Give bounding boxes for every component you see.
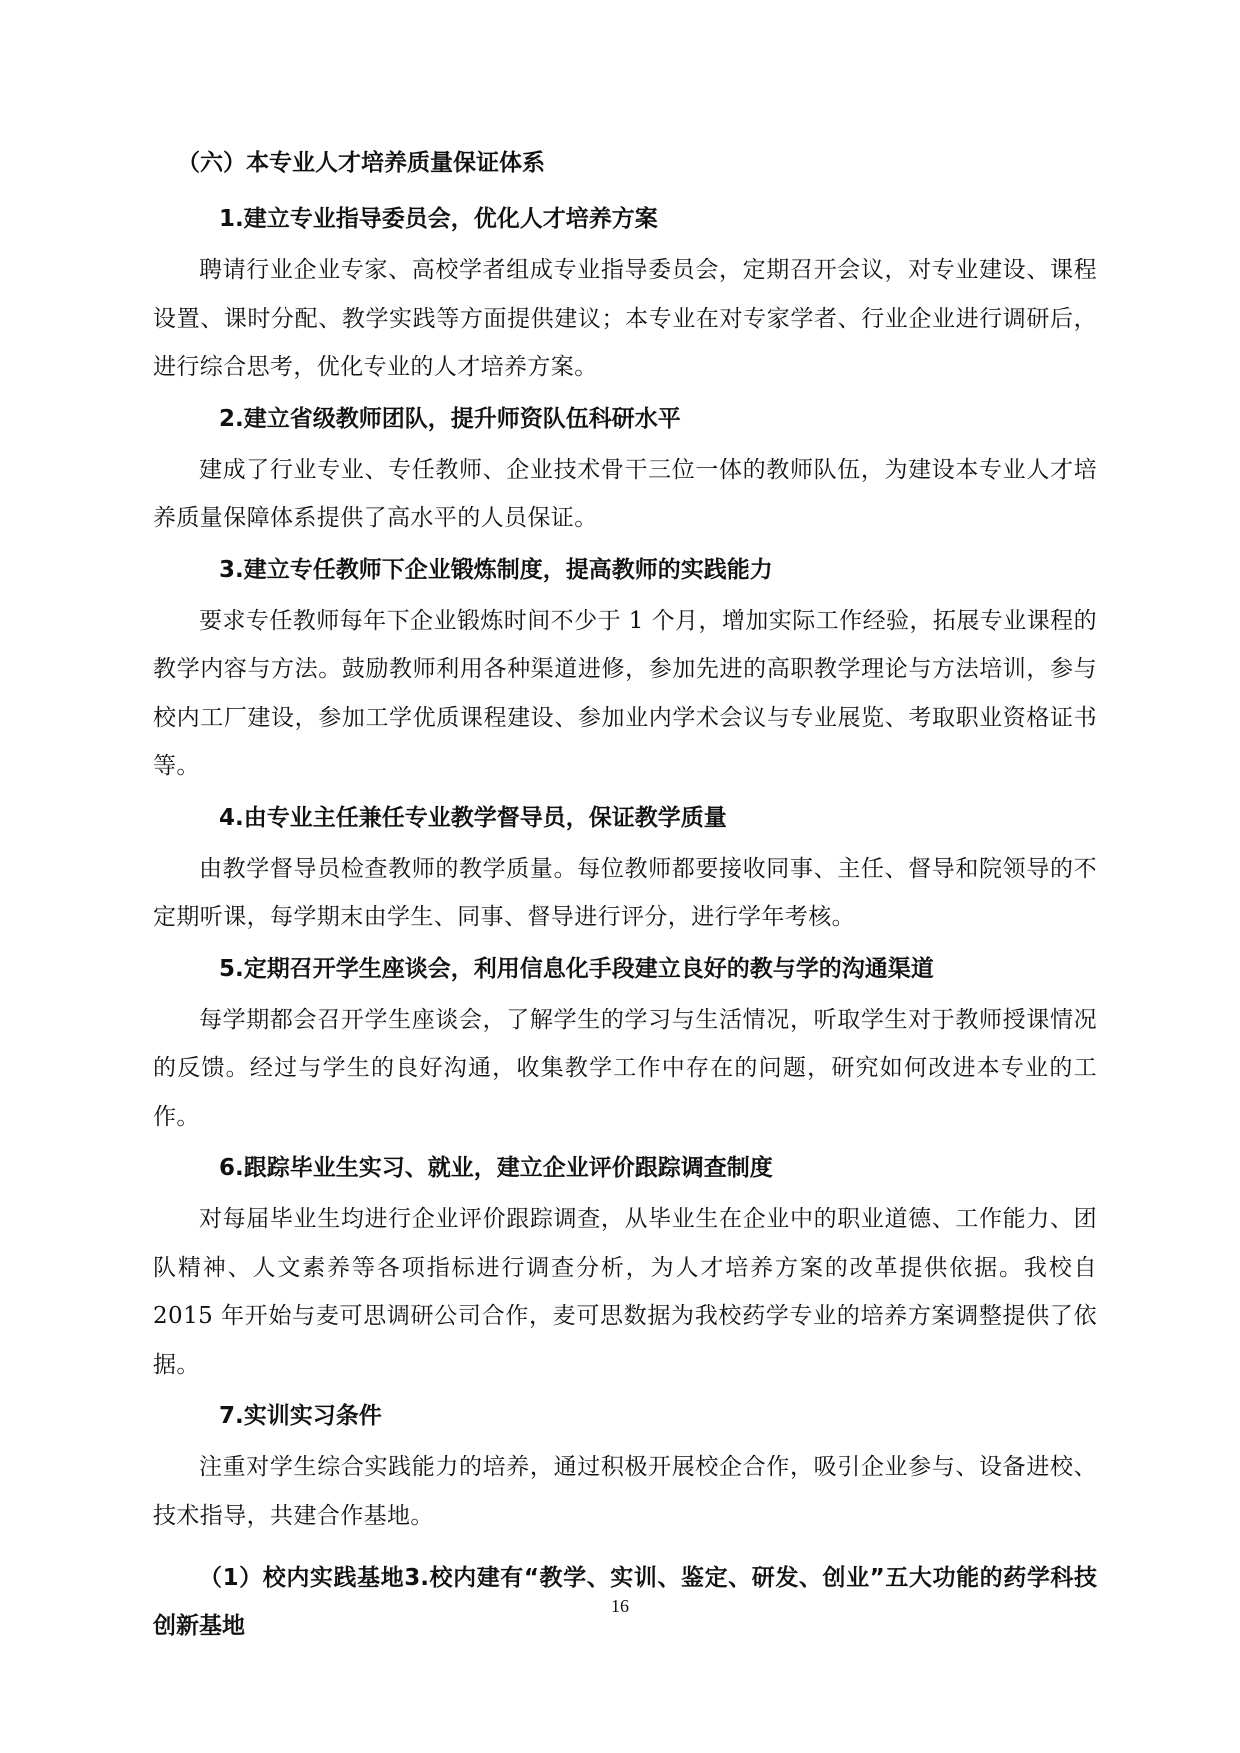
- item-body-5: 每学期都会召开学生座谈会，了解学生的学习与生活情况，听取学生对于教师授课情况的反馈。经过与学生的良好沟通，收集教学工作中存在的问题，研究如何改进本专业的工作。: [153, 1006, 1097, 1130]
- item-heading-7: 7.实训实习条件: [219, 1403, 382, 1429]
- page-number: 16: [611, 1596, 629, 1616]
- item-heading-2: 2.建立省级教师团队，提升师资队伍科研水平: [219, 405, 681, 432]
- item-heading-5: 5.定期召开学生座谈会，利用信息化手段建立良好的教与学的沟通渠道: [219, 955, 934, 982]
- item-body-1: 聘请行业企业专家、高校学者组成专业指导委员会，定期召开会议，对专业建设、课程设置、课时分配、教学实践等方面提供建议；本专业在对专家学者、行业企业进行调研后，进行综合思考，优化专业的人才培养方案。: [153, 257, 1097, 380]
- item-heading-1: 1.建立专业指导委员会，优化人才培养方案: [219, 206, 658, 232]
- item-heading-6: 6.跟踪毕业生实习、就业，建立企业评价跟踪调查制度: [219, 1155, 773, 1181]
- item-body-6: 对每届毕业生均进行企业评价跟踪调查，从毕业生在企业中的职业道德、工作能力、团队精神、人文素养等各项指标进行调查分析，为人才培养方案的改革提供依据。我校自 2015 年开始与麦可思调研公司合作，麦可思数据为我校药学专业的培养方案调整提供了依据。: [153, 1206, 1097, 1378]
- item-body-3: 要求专任教师每年下企业锻炼时间不少于 1 个月，增加实际工作经验，拓展专业课程的教学内容与方法。鼓励教师利用各种渠道进修，参加先进的高职教学理论与方法培训，参与校内工厂建设，参加工学优质课程建设、参加业内学术会议与专业展览、考取职业资格证书等。: [153, 607, 1097, 779]
- item-body-2: 建成了行业专业、专任教师、企业技术骨干三位一体的教师队伍，为建设本专业人才培养质量保障体系提供了高水平的人员保证。: [153, 456, 1097, 531]
- practice-base-heading: （1）校内实践基地3.校内建有“教学、实训、鉴定、研发、创业”五大功能的药学科技创新基地: [153, 1565, 1097, 1639]
- section-title: （六）本专业人才培养质量保证体系: [177, 150, 545, 176]
- page-content: [153, 140, 1097, 1650]
- item-body-7: 注重对学生综合实践能力的培养，通过积极开展校企合作，吸引企业参与、设备进校、技术指导，共建合作基地。: [153, 1454, 1097, 1529]
- item-heading-4: 4.由专业主任兼任专业教学督导员，保证教学质量: [219, 804, 727, 831]
- item-body-4: 由教学督导员检查教师的教学质量。每位教师都要接收同事、主任、督导和院领导的不定期听课，每学期末由学生、同事、督导进行评分，进行学年考核。: [153, 855, 1097, 930]
- item-heading-3: 3.建立专任教师下企业锻炼制度，提高教师的实践能力: [219, 556, 773, 583]
